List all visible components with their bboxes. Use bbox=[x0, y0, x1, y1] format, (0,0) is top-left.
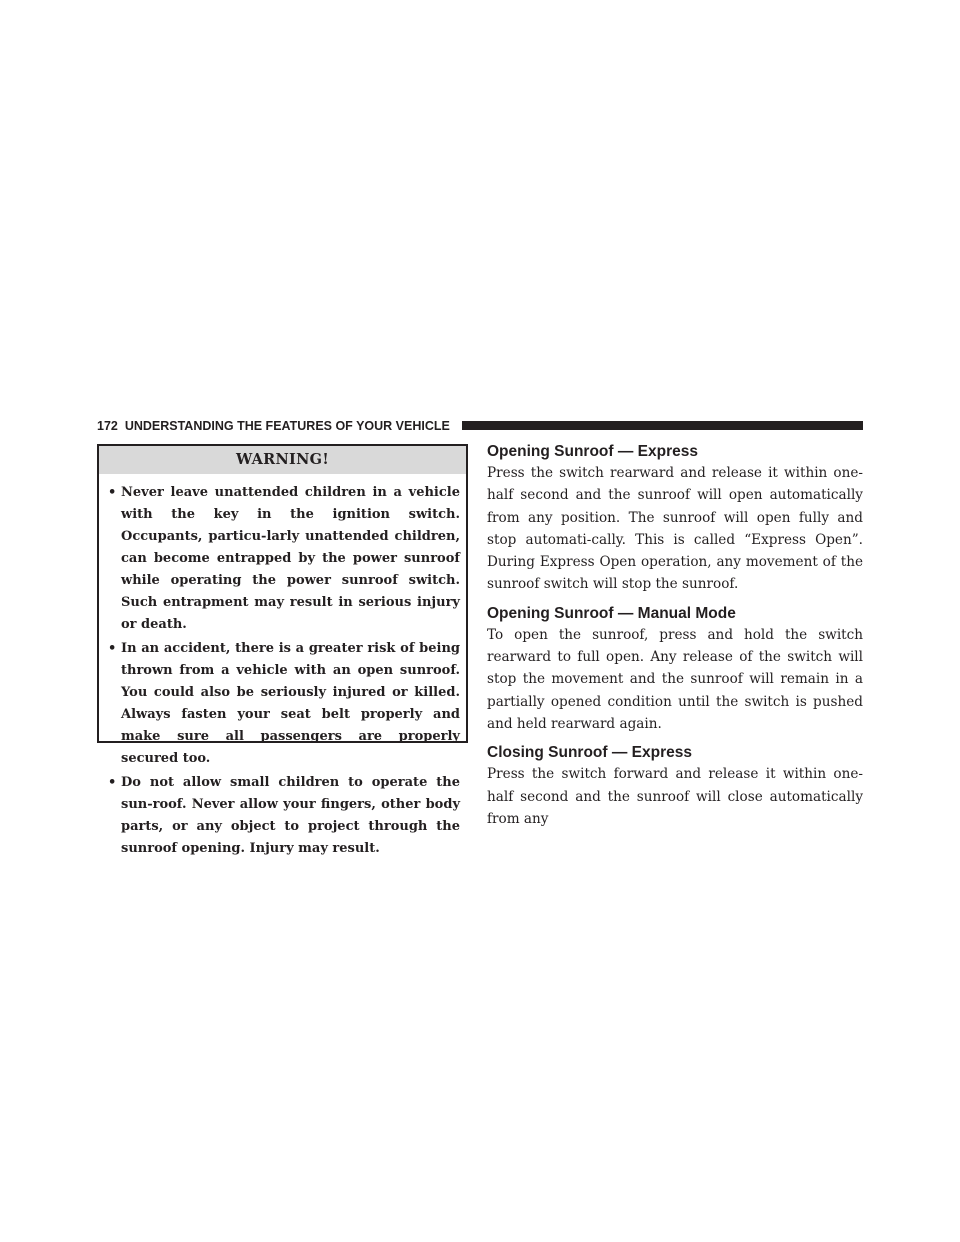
section-opening-manual bbox=[487, 604, 863, 735]
warning-item-text: Never leave unattended children in a vehicle with the key in the ignition switch. Occupants, particu-larly unattended children, can become entrapped by the power sunroof while operating the power sunroof switch. Such entrapment may result in serious injury or death. bbox=[121, 485, 460, 632]
main-content bbox=[487, 442, 863, 836]
warning-item bbox=[108, 638, 460, 770]
header-rule bbox=[462, 421, 863, 430]
section-body: To open the sunroof, press and hold the switch rearward to full open. Any release of the switch will stop the movement and the sunroof will remain in a partially opened condition until the switch is pushed and held rearward again. bbox=[487, 626, 863, 732]
bullet-icon: • bbox=[108, 775, 117, 790]
bullet-icon: • bbox=[108, 641, 117, 656]
warning-item-text: In an accident, there is a greater risk of being thrown from a vehicle with an open sunroof. You could also be seriously injured or killed. Always fasten your seat belt properly and make sure all passengers are properly secured too. bbox=[121, 641, 460, 766]
running-header bbox=[97, 418, 450, 434]
warning-item bbox=[108, 482, 460, 636]
warning-item bbox=[108, 772, 460, 860]
section-body: Press the switch forward and release it within one-half second and the sunroof will close automatically from any bbox=[487, 766, 863, 827]
section-heading: Opening Sunroof — Manual Mode bbox=[487, 604, 736, 622]
section-opening-express bbox=[487, 442, 863, 596]
section-heading: Opening Sunroof — Express bbox=[487, 443, 698, 460]
bullet-icon: • bbox=[108, 485, 117, 500]
warning-list bbox=[99, 474, 466, 860]
running-header-title: UNDERSTANDING THE FEATURES OF YOUR VEHICLE bbox=[124, 419, 450, 433]
warning-item-text: Do not allow small children to operate the sun-roof. Never allow your fingers, other body parts, or any object to project through the sunroof opening. Injury may result. bbox=[121, 775, 460, 856]
page-number: 172 bbox=[97, 419, 118, 433]
page-header bbox=[97, 418, 863, 434]
section-heading: Closing Sunroof — Express bbox=[487, 744, 692, 762]
warning-title: WARNING! bbox=[99, 446, 466, 474]
section-closing-express bbox=[487, 743, 863, 830]
warning-box bbox=[97, 444, 468, 856]
section-body: Press the switch rearward and release it within one-half second and the sunroof will open automatically from any position. The sunroof will open fully and stop automati-cally. This is called “Express Open”. During Express Open operation, any movement of the sunroof switch will stop the sunroof. bbox=[487, 465, 863, 593]
